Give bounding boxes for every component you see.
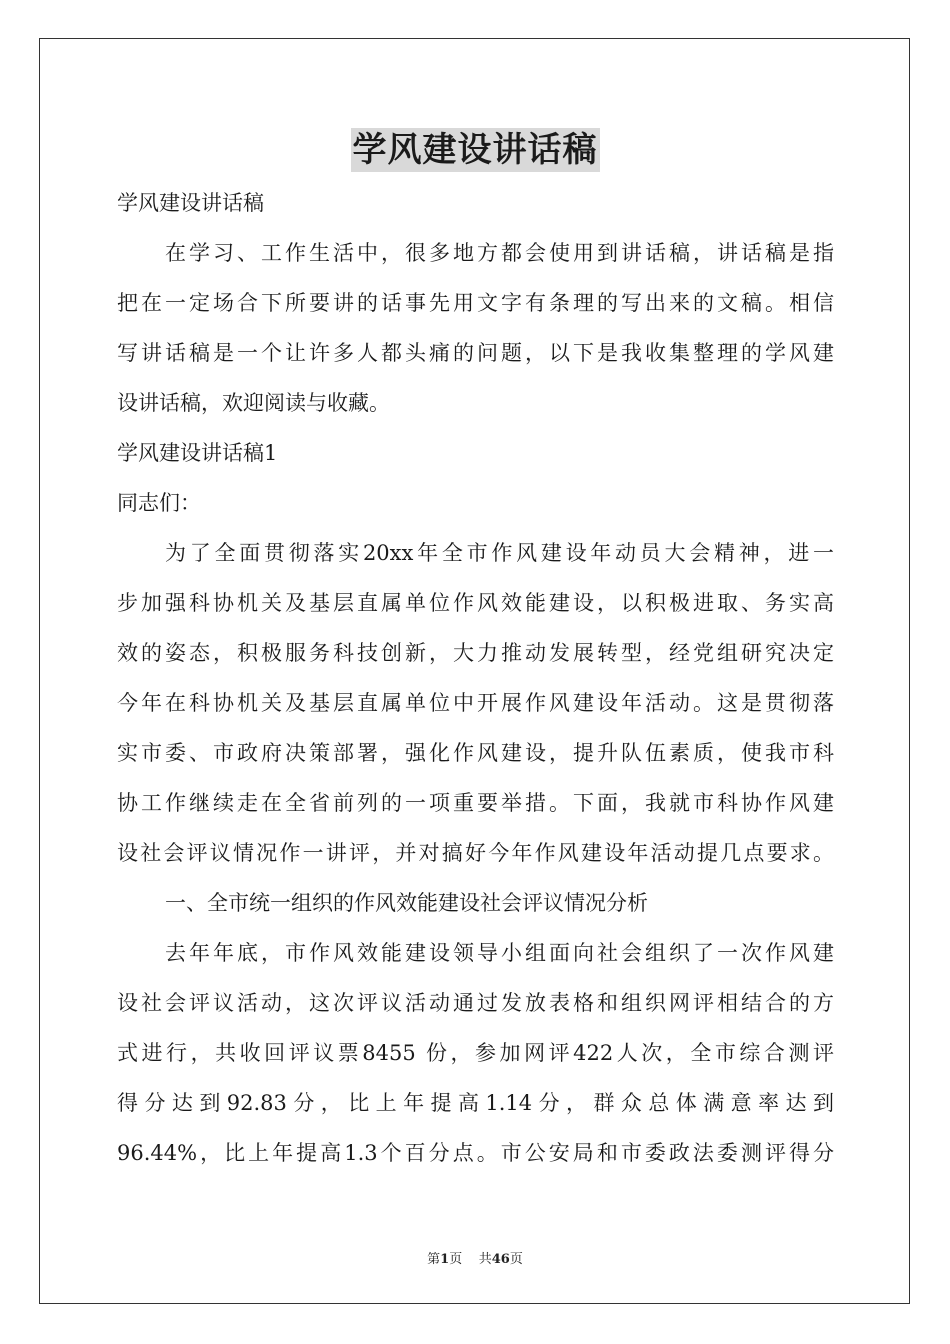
text-line: 去年年底，市作风效能建设领导小组面向社会组织了一次作风建 (165, 941, 834, 965)
text-line: 步加强科协机关及基层直属单位作风效能建设，以积极进取、务实高 (117, 591, 834, 615)
total-pages-number: 46 (491, 1252, 510, 1267)
text-line: 一、全市统一组织的作风效能建设社会评议情况分析 (165, 891, 648, 915)
text-line: 协工作继续走在全省前列的一项重要举措。下面，我就市科协作风建 (117, 791, 834, 815)
text-line: 设社会评议活动，这次评议活动通过发放表格和组织网评相结合的方 (117, 991, 834, 1015)
text-line: 同志们： (117, 491, 201, 515)
text-line: 96.44%，比上年提高1.3个百分点。市公安局和市委政法委测评得分 (117, 1141, 834, 1165)
total-suffix: 页 (509, 1252, 523, 1267)
text-line: 设讲话稿，欢迎阅读与收藏。 (117, 391, 390, 415)
title-container (0, 128, 950, 172)
text-line: 设社会评议情况作一讲评，并对搞好今年作风建设年活动提几点要求。 (117, 841, 834, 865)
current-page-number: 1 (440, 1252, 450, 1267)
document-title: 学风建设讲话稿 (352, 130, 598, 170)
text-line: 为了全面贯彻落实20xx年全市作风建设年动员大会精神，进一 (165, 541, 834, 565)
text-line: 式进行，共收回评议票8455 份，参加网评422人次，全市综合测评 (117, 1041, 834, 1065)
total-prefix: 共 (478, 1252, 492, 1267)
document-body (117, 178, 834, 1178)
page-prefix: 第 (427, 1252, 441, 1267)
text-line: 把在一定场合下所要讲的话事先用文字有条理的写出来的文稿。相信 (117, 291, 834, 315)
text-line: 学风建设讲话稿 (117, 191, 264, 215)
text-line: 效的姿态，积极服务科技创新，大力推动发展转型，经党组研究决定 (117, 641, 834, 665)
text-line: 在学习、工作生活中，很多地方都会使用到讲话稿，讲话稿是指 (165, 241, 834, 265)
text-line: 学风建设讲话稿1 (117, 441, 278, 465)
text-line: 得分达到92.83分，比上年提高1.14分，群众总体满意率达到 (117, 1091, 834, 1115)
text-line: 写讲话稿是一个让许多人都头痛的问题，以下是我收集整理的学风建 (117, 341, 834, 365)
page-suffix: 页 (449, 1252, 463, 1267)
text-line: 实市委、市政府决策部署，强化作风建设，提升队伍素质，使我市科 (117, 741, 834, 765)
page-footer (0, 1248, 950, 1267)
text-line: 今年在科协机关及基层直属单位中开展作风建设年活动。这是贯彻落 (117, 691, 834, 715)
